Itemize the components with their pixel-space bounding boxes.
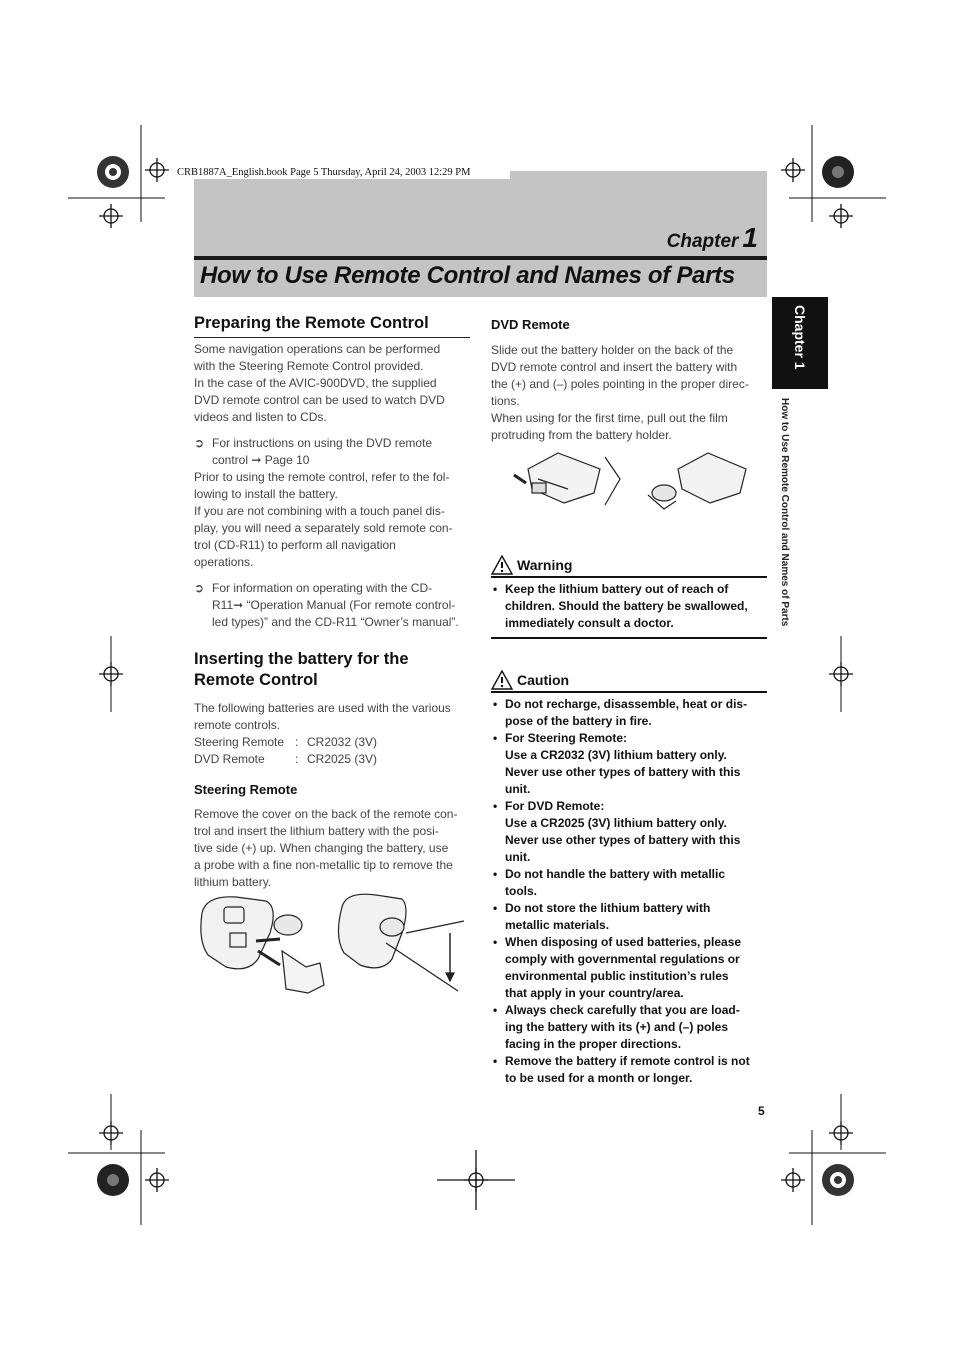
preparing-note: Prior to using the remote control, refer to the fol- lowing to install the battery. If you are not combining with a touch panel dis- play, you will need a separately sold remote con- trol (CD-R11) to perform all navigation operations. — [194, 470, 453, 569]
list-item: • Do not handle the battery with metallic tools. — [491, 866, 767, 900]
list-item: • For Steering Remote: Use a CR2032 (3V) lithium battery only. Never use other types of battery with this unit. — [491, 730, 767, 798]
side-chapter-tab — [772, 297, 828, 389]
reference-arrow-icon: ➲ — [194, 581, 205, 595]
warning-header — [491, 555, 767, 578]
list-item: • When disposing of used batteries, please comply with governmental regulations or environmental public institution’s rules that apply in your country/area. — [491, 934, 767, 1002]
reference-arrow-icon: ➲ — [194, 436, 205, 450]
caution-title: Caution — [517, 672, 570, 688]
inserting-heading: Inserting the battery for the Remote Control — [194, 650, 409, 689]
warning-triangle-icon — [491, 555, 513, 575]
caution-triangle-icon — [491, 670, 513, 690]
warning-list — [491, 581, 767, 639]
side-tab-label: Chapter 1 — [792, 305, 808, 370]
battery-spec-row: Steering Remote : CR2032 (3V) — [194, 735, 378, 749]
side-running-title: How to Use Remote Control and Names of Parts — [779, 398, 790, 627]
battery-spec-row: DVD Remote : CR2025 (3V) — [194, 752, 378, 766]
list-item: • Remove the battery if remote control is not to be used for a month or longer. — [491, 1053, 767, 1087]
list-item: • Always check carefully that you are load- ing the battery with its (+) and (–) poles facing in the proper directions. — [491, 1002, 767, 1053]
chapter-label — [667, 222, 758, 254]
chapter-number: 1 — [742, 222, 758, 253]
warning-title: Warning — [517, 557, 573, 573]
page-number: 5 — [758, 1104, 765, 1118]
right-column — [491, 313, 767, 444]
inserting-intro: The following batteries are used with the various remote controls. — [194, 701, 451, 732]
cd-r11-reference: ➲ For information on operating with the CD- R11➞ “Operation Manual (For remote control- led types)” and the CD-R11 “Owner’s manual”. — [194, 581, 459, 629]
preparing-heading: Preparing the Remote Control — [194, 313, 470, 338]
dvd-remote-heading: DVD Remote — [491, 317, 570, 332]
caution-box — [491, 670, 767, 1087]
caution-list — [491, 696, 767, 1087]
chapter-word: Chapter — [666, 231, 739, 252]
list-item: • Keep the lithium battery out of reach of children. Should the battery be swallowed, immediately consult a doctor. — [491, 581, 767, 632]
dvd-remote-reference: ➲ For instructions on using the DVD remote control ➞ Page 10 — [194, 436, 433, 467]
list-item: • For DVD Remote: Use a CR2025 (3V) lithium battery only. Never use other types of battery with this unit. — [491, 798, 767, 866]
preparing-intro: Some navigation operations can be performed with the Steering Remote Control provided. In the case of the AVIC-900DVD, the supplied DVD remote control can be used to watch DVD videos and listen to CDs. — [194, 342, 445, 424]
list-item: • Do not recharge, disassemble, heat or dis- pose of the battery in fire. — [491, 696, 767, 730]
steering-remote-instructions: Remove the cover on the back of the remote con- trol and insert the lithium battery with the posi- tive side (+) up. When changing the battery, use a probe with a fine non-metallic tip to remove the lithium battery. — [194, 807, 458, 889]
dvd-remote-illustration — [508, 449, 758, 515]
print-header: CRB1887A_English.book Page 5 Thursday, April 24, 2003 12:29 PM — [174, 166, 510, 179]
steering-remote-heading: Steering Remote — [194, 782, 298, 797]
dvd-remote-instructions: Slide out the battery holder on the back of the DVD remote control and insert the battery with the (+) and (–) poles pointing in the proper direc- tions. When using for the first time, pull out the film protruding from the battery holder. — [491, 343, 749, 442]
list-item: • Do not store the lithium battery with metallic materials. — [491, 900, 767, 934]
page-title: How to Use Remote Control and Names of Parts — [200, 262, 735, 289]
steering-remote-illustration — [196, 893, 466, 1003]
warning-box — [491, 555, 767, 639]
left-column — [194, 313, 470, 891]
caution-header — [491, 670, 767, 693]
